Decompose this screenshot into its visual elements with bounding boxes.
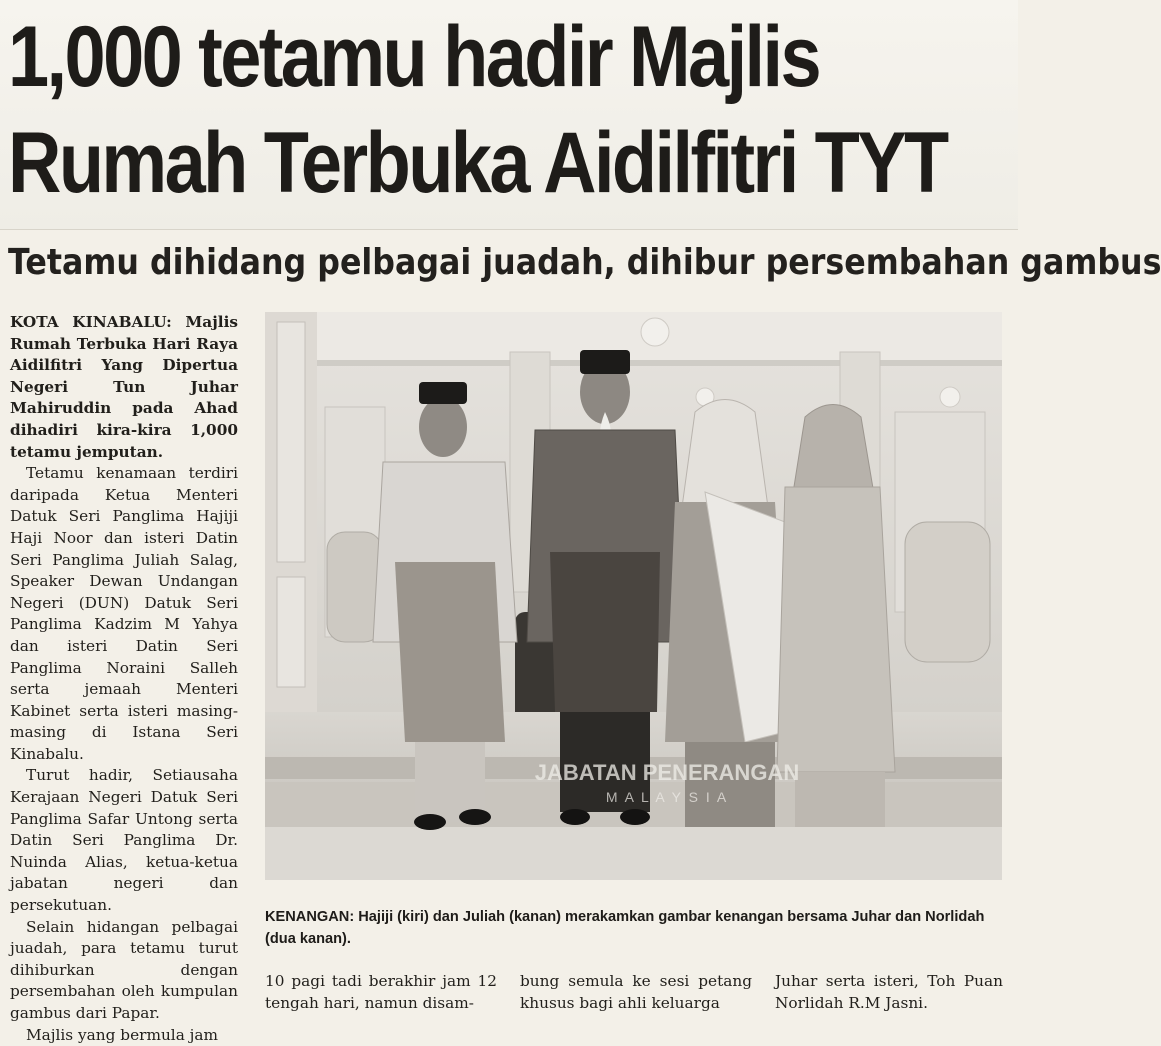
headline-box <box>0 0 1018 230</box>
headline-line-2: Rumah Terbuka Aidilfitri TYT <box>8 115 947 211</box>
bottom-column-1: 10 pagi tadi berakhir jam 12 tengah hari, namun disam- <box>265 972 497 1012</box>
body-paragraph: Majlis yang bermula jam <box>26 1025 219 1044</box>
news-photo <box>265 312 1002 880</box>
photo-watermark-line-1: JABATAN PENERANGAN <box>534 760 800 785</box>
lead-paragraph: KOTA KINABALU: Majlis Rumah Terbuka Hari Raya Aidilfitri Yang Dipertua Negeri Tun Juhar Mahiruddin pada Ahad dihadiri kira-kira 1,000 tetamu jemputan. <box>10 313 238 461</box>
photo-caption <box>265 906 1005 950</box>
headline <box>8 4 947 216</box>
photo-watermark-line-2: M A L A Y S I A <box>605 789 729 805</box>
body-paragraph: Turut hadir, Setiausaha Kerajaan Negeri Datuk Seri Panglima Safar Untong serta Datin Seri Panglima Dr. Nuinda Alias, ketua-ketua jabatan negeri dan persekutuan. <box>10 766 238 915</box>
bottom-column-2: bung semula ke sesi petang khusus bagi ahli keluarga <box>520 972 752 1012</box>
body-paragraph: Tetamu kenamaan terdiri daripada Ketua Menteri Datuk Seri Panglima Hajiji Haji Noor dan isteri Datin Seri Panglima Juliah Salag, Speaker Dewan Undangan Negeri (DUN) Datuk Seri Panglima Kadzim M Yahya dan isteri Datin Seri Panglima Noraini Salleh serta jemaah Menteri Kabinet serta isteri masing-masing di Istana Seri Kinabalu. <box>10 464 238 763</box>
caption-label: KENANGAN: <box>265 909 355 925</box>
subheadline: Tetamu dihidang pelbagai juadah, dihibur persembahan gambus <box>8 242 1161 283</box>
article-left-column <box>10 312 238 1046</box>
bottom-column-3: Juhar serta isteri, Toh Puan Norlidah R.M Jasni. <box>775 972 1003 1012</box>
photo-illustration <box>265 312 1002 880</box>
body-paragraph: Selain hidangan pelbagai juadah, para tetamu turut dihiburkan dengan persembahan oleh kumpulan gambus dari Papar. <box>10 917 238 1022</box>
headline-line-1: 1,000 tetamu hadir Majlis <box>8 9 820 105</box>
caption-text: Hajiji (kiri) dan Juliah (kanan) merakamkan gambar kenangan bersama Juhar dan Norlidah (dua kanan). <box>265 909 985 947</box>
